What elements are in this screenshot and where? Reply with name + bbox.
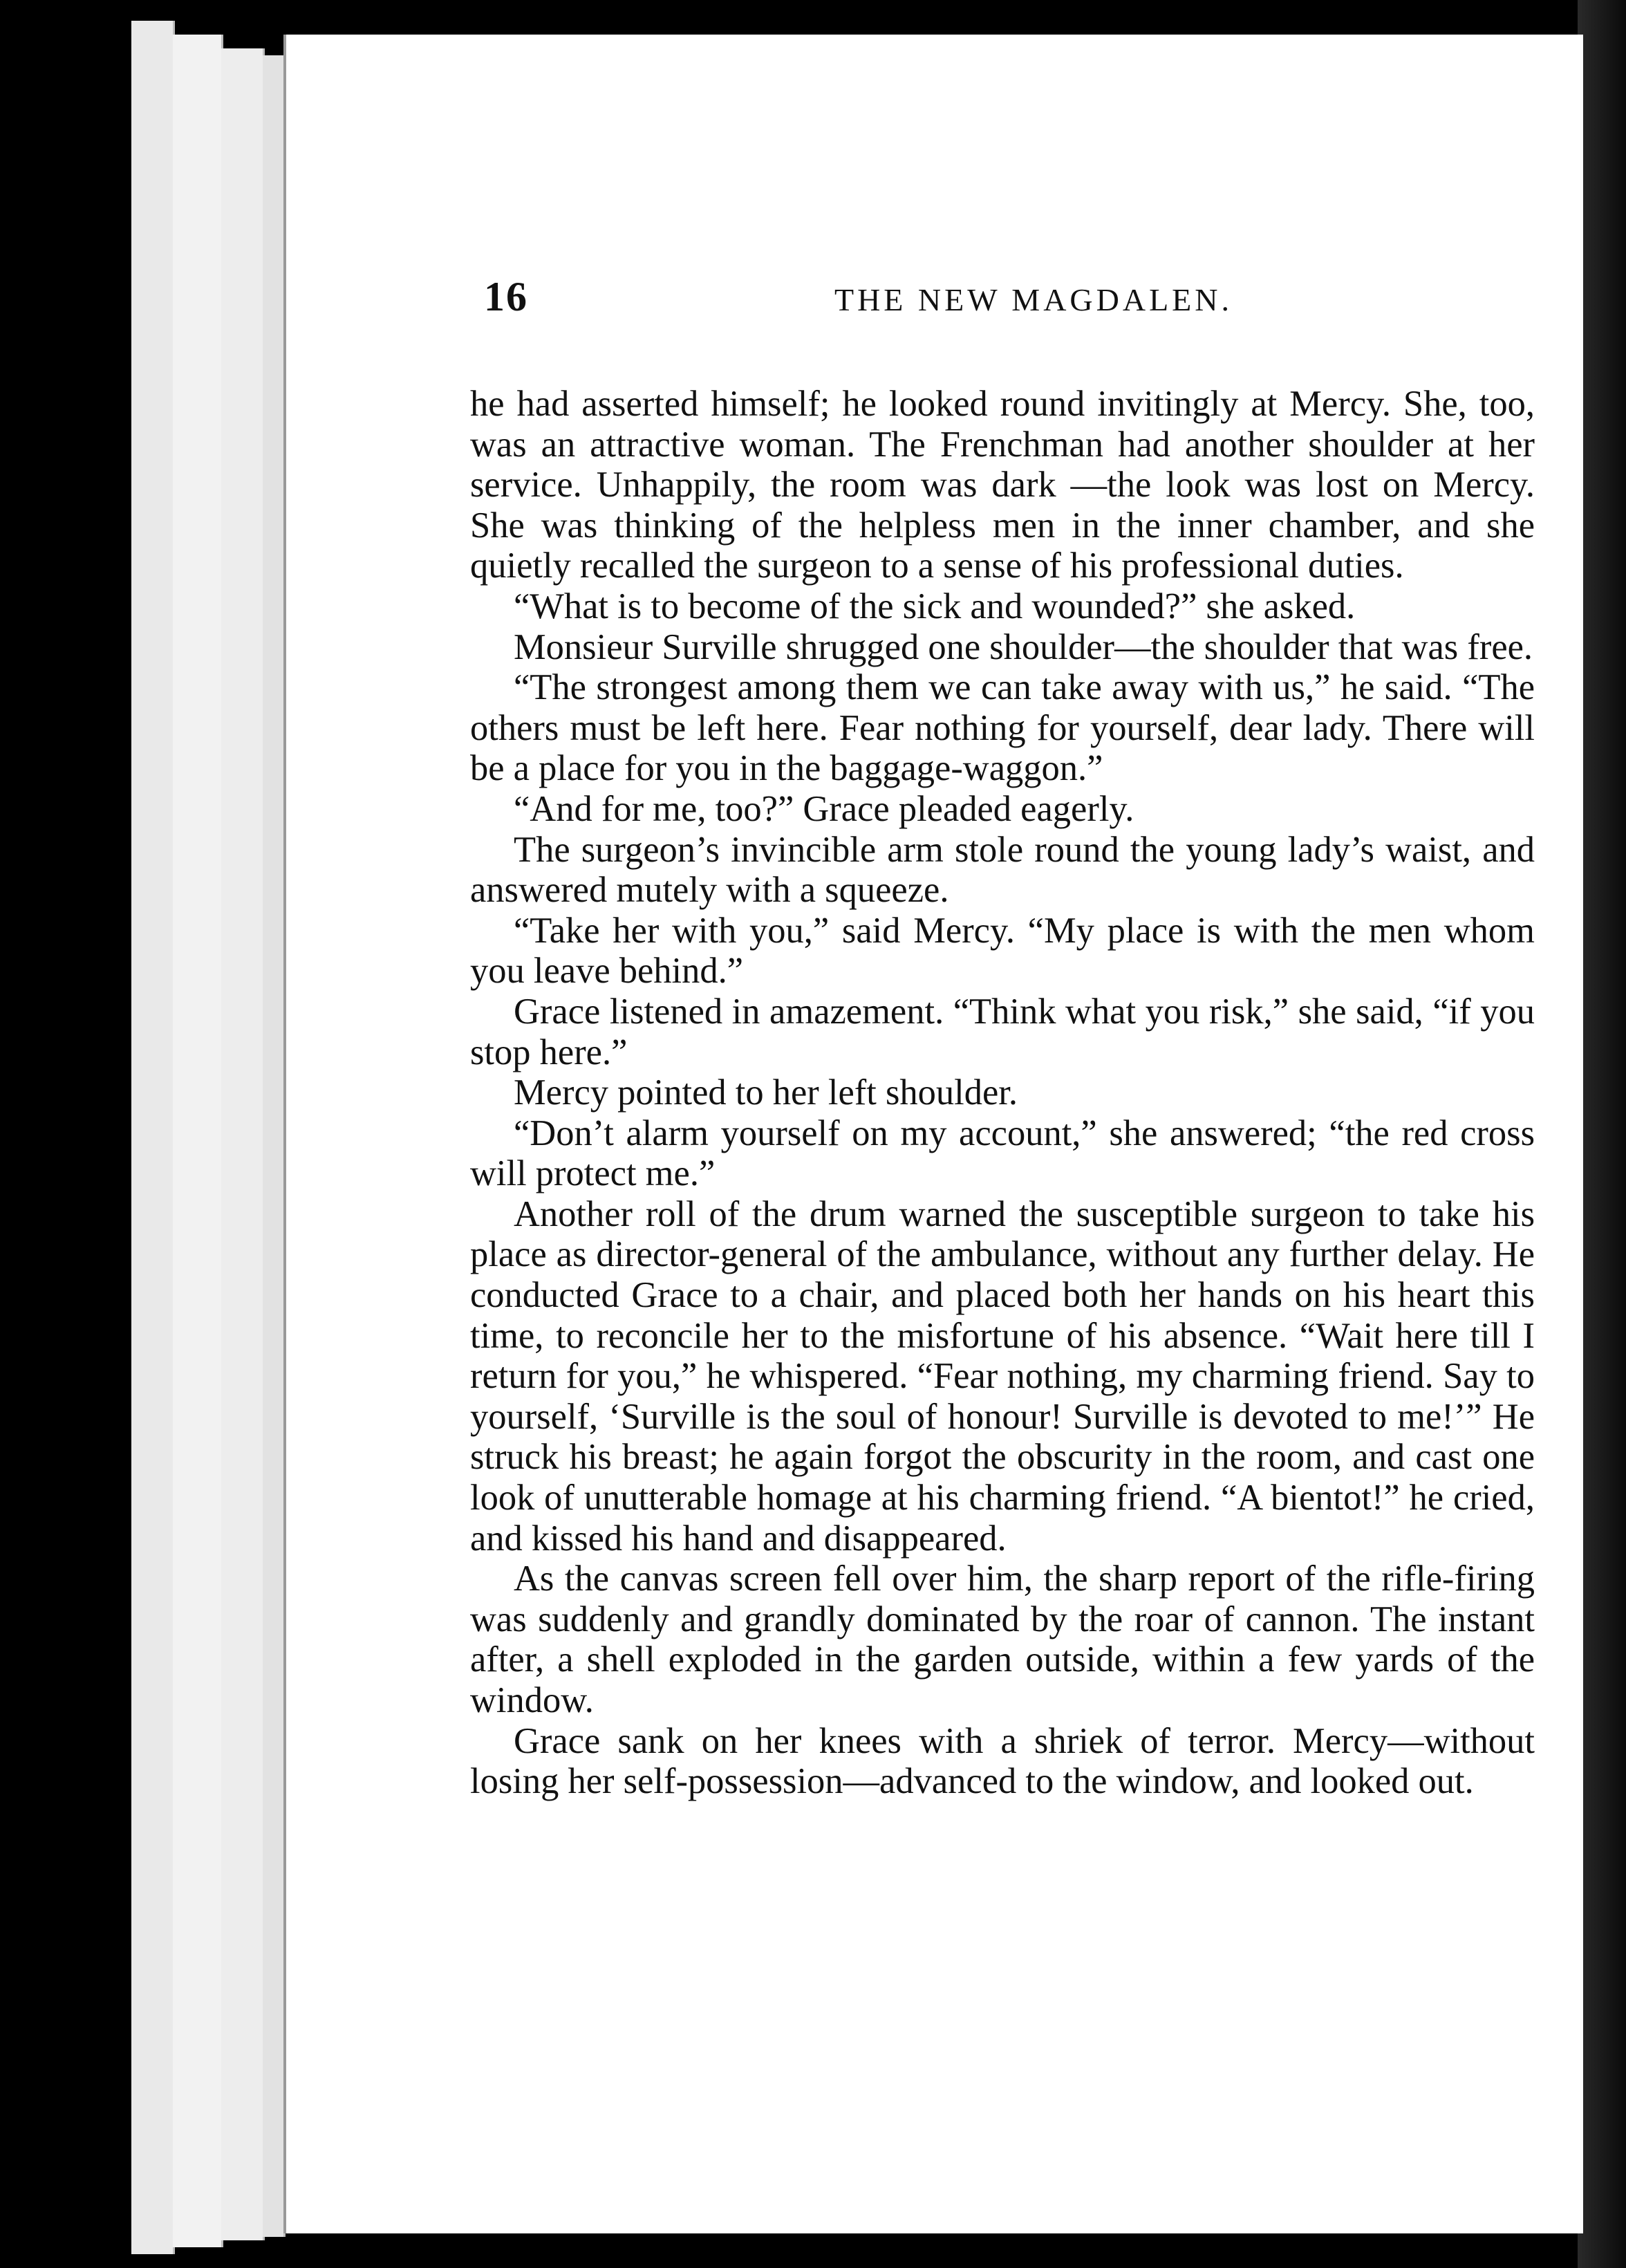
- page-edge: [173, 35, 223, 2247]
- page-edge: [131, 21, 175, 2254]
- paragraph: Monsieur Surville shrugged one shoulder—the shoulder that was free.: [514, 626, 1533, 667]
- paragraph: “What is to become of the sick and wounded?” she asked.: [514, 586, 1356, 626]
- page-edge: [221, 48, 265, 2240]
- page-edge: [263, 55, 286, 2237]
- page-header: [484, 273, 1486, 335]
- paragraph: “Don’t alarm yourself on my account,” she answered; “the red cross will protect me.”: [470, 1113, 1535, 1194]
- page-number: 16: [484, 274, 528, 319]
- binding-gutter: [1578, 0, 1626, 2268]
- paragraph: Grace sank on her knees with a shriek of terror. Mercy—without losing her self-possession—advanced to the window, and looked out.: [470, 1720, 1535, 1802]
- paragraph: “Take her with you,” said Mercy. “My place is with the men whom you leave behind.”: [470, 910, 1535, 992]
- paragraph: “The strongest among them we can take away with us,” he said. “The others must be left here. Fear nothing for yourself, dear lady. There will be a place for you in the baggage-waggon.”: [470, 667, 1535, 789]
- paragraph: Grace listened in amazement. “Think what you risk,” she said, “if you stop here.”: [470, 991, 1535, 1072]
- paragraph: “And for me, too?” Grace pleaded eagerly.: [514, 788, 1134, 829]
- paragraph: he had asserted himself; he looked round invitingly at Mercy. She, too, was an attractive woman. The Frenchman had another shoulder at her service. Unhappily, the room was dark —the look was lost on Mercy. She was thinking of the helpless men in the inner chamber, and she quietly recalled the surgeon to a sense of his professional duties.: [470, 384, 1535, 586]
- paragraph: As the canvas screen fell over him, the sharp report of the rifle-firing was suddenly and grandly dominated by the roar of cannon. The instant after, a shell exploded in the garden outside, within a few yards of the window.: [470, 1559, 1535, 1720]
- body-text: [470, 384, 1535, 1802]
- running-title: THE NEW MAGDALEN.: [834, 282, 1233, 317]
- paragraph: Mercy pointed to her left shoulder.: [514, 1072, 1018, 1113]
- paragraph: Another roll of the drum warned the susceptible surgeon to take his place as director-general of the ambulance, without any further delay. He conducted Grace to a chair, and placed both her hands on his heart this time, to reconcile her to the misfortune of his absence. “Wait here till I return for you,” he whispered. “Fear nothing, my charming friend. Say to yourself, ‘Surville is the soul of honour! Surville is devoted to me!’” He struck his breast; he again forgot the obscurity in the room, and cast one look of unutterable homage at his charming friend. “A bientot!” he cried, and kissed his hand and disappeared.: [470, 1193, 1535, 1559]
- book-page: [283, 35, 1583, 2233]
- paragraph: The surgeon’s invincible arm stole round the young lady’s waist, and answered mutely with a squeeze.: [470, 829, 1535, 911]
